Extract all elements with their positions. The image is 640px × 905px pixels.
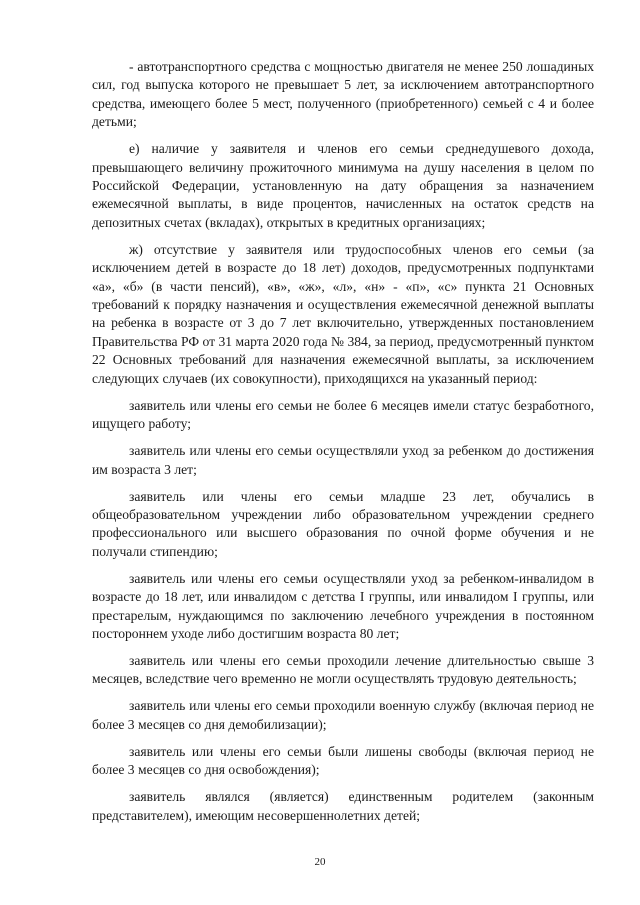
paragraph-item-zh: ж) отсутствие у заявителя или трудоспособных членов его семьи (за исключением детей в возрасте до 18 лет) доходов, предусмотренных подпунктами «а», «б» (в части пенсий), «в», «ж», «л», «н» - «п», «с» пункта 21 Основных требований к порядку назначения и осуществления ежемесячной денежной выплаты на ребенка в возрасте от 3 до 7 лет включительно, утвержденных постановлением Правительства РФ от 31 марта 2020 года № 384, за период, предусмотренный пунктом 22 Основных требований для назначения ежемесячной выплаты, за исключением следующих случаев (их совокупности), приходящихся на указанный период: — [92, 241, 594, 386]
paragraph-disabled-care: заявитель или члены его семьи осуществляли уход за ребенком-инвалидом в возрасте до 18 лет, или инвалидом с детства I группы, или инвалидом I группы, или престарелым, нуждающимся по заключению лечебного учреждения в постоянном постороннем уходе либо достигшим возраста 80 лет; — [92, 570, 594, 641]
paragraph-item-e: е) наличие у заявителя и членов его семьи среднедушевого дохода, превышающего величину прожиточного минимума на душу населения в целом по Российской Федерации, установленную на дату обращения за назначением ежемесячной выплаты, в виде процентов, начисленных на остаток средств на депозитных счетах (вкладах), открытых в кредитных организациях; — [92, 141, 594, 230]
paragraph-vehicle-power: - автотранспортного средства с мощностью двигателя не менее 250 лошадиных сил, год выпуска которого не превышает 5 лет, за исключением автотранспортного средства, имеющего более 5 мест, полученного (приобретенного) семьей с 4 и более детьми; — [92, 59, 594, 130]
document-body — [92, 58, 594, 834]
page-number: 20 — [314, 856, 326, 868]
paragraph-medical-treatment: заявитель или члены его семьи проходили лечение длительностью свыше 3 месяцев, вследствие чего временно не могли осуществлять трудовую деятельность; — [92, 652, 594, 687]
paragraph-unemployed: заявитель или члены его семьи не более 6 месяцев имели статус безработного, ищущего работу; — [92, 397, 594, 432]
paragraph-single-parent: заявитель являлся (является) единственным родителем (законным представителем), имеющим несовершеннолетних детей; — [92, 789, 594, 823]
paragraph-students: заявитель или члены его семьи младше 23 лет, обучались в общеобразовательном учреждении либо образовательном учреждении среднего профессионального или высшего образования по очной форме обучения и не получали стипендию; — [92, 488, 594, 559]
paragraph-childcare: заявитель или члены его семьи осуществляли уход за ребенком до достижения им возраста 3 лет; — [92, 443, 594, 477]
paragraph-military-service: заявитель или члены его семьи проходили военную службу (включая период не более 3 месяцев со дня демобилизации); — [92, 698, 594, 732]
paragraph-imprisonment: заявитель или члены его семьи были лишены свободы (включая период не более 3 месяцев со дня освобождения); — [92, 743, 594, 778]
